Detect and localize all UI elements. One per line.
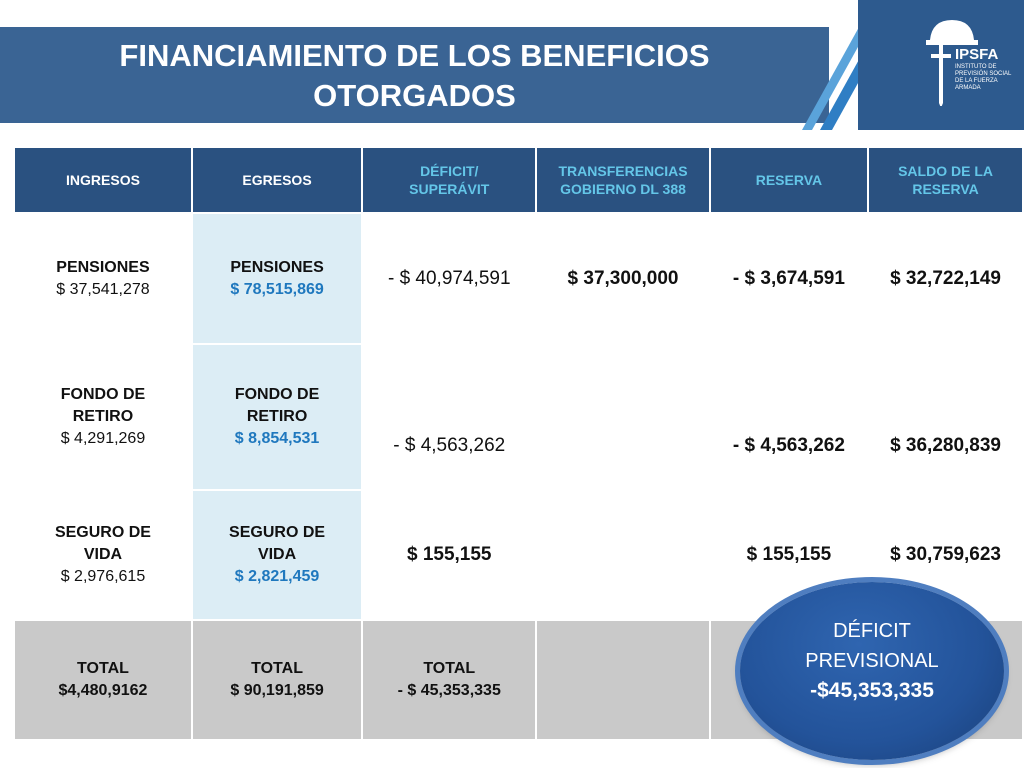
cell-reserva: $ 155,155 [710,490,868,620]
header-reserva: RESERVA [710,147,868,213]
callout-line-2: PREVISIONAL [805,650,939,672]
cell-saldo: $ 32,722,149 [868,213,1023,344]
deficit-callout-text [740,616,1004,706]
cell-total-ingresos: TOTAL $4,480,9162 [14,620,192,740]
cell-transferencias [536,490,709,620]
cell-saldo: $ 30,759,623 [868,490,1023,620]
cell-transferencias [536,344,709,490]
cell-total-transferencias [536,620,709,740]
header-deficit: DÉFICIT/ SUPERÁVIT [362,147,536,213]
header-ingresos: INGRESOS [14,147,192,213]
table-row-fondo-retiro [14,344,1023,490]
title-line-1: FINANCIAMIENTO DE LOS BENEFICIOS [119,38,710,73]
cell-total-deficit: TOTAL - $ 45,353,335 [362,620,536,740]
cell-deficit: - $ 40,974,591 [362,213,536,344]
cell-saldo: $ 36,280,839 [868,344,1023,490]
logo-name: IPSFA [955,46,999,63]
logo-subtitle: INSTITUTO DE PREVISIÓN SOCIAL DE LA FUERZA ARMADA [955,64,1012,91]
table-row-pensiones [14,213,1023,344]
header-egresos: EGRESOS [192,147,362,213]
header-transferencias: TRANSFERENCIAS GOBIERNO DL 388 [536,147,709,213]
callout-value: -$45,353,335 [810,679,934,702]
slide-title [0,36,829,116]
cell-egresos: SEGURO DE VIDA $ 2,821,459 [192,490,362,620]
callout-line-1: DÉFICIT [833,620,911,642]
header-saldo: SALDO DE LA RESERVA [868,147,1023,213]
table-header-row [14,147,1023,213]
cell-ingresos: PENSIONES $ 37,541,278 [14,213,192,344]
cell-egresos: FONDO DE RETIRO $ 8,854,531 [192,344,362,490]
cell-deficit: $ 155,155 [362,490,536,620]
cell-ingresos: SEGURO DE VIDA $ 2,976,615 [14,490,192,620]
cell-reserva: - $ 4,563,262 [710,344,868,490]
cell-transferencias: $ 37,300,000 [536,213,709,344]
cell-ingresos: FONDO DE RETIRO $ 4,291,269 [14,344,192,490]
cell-total-egresos: TOTAL $ 90,191,859 [192,620,362,740]
cell-deficit: - $ 4,563,262 [362,344,536,490]
cell-egresos: PENSIONES $ 78,515,869 [192,213,362,344]
title-line-2: OTORGADOS [313,78,516,113]
cell-reserva: - $ 3,674,591 [710,213,868,344]
